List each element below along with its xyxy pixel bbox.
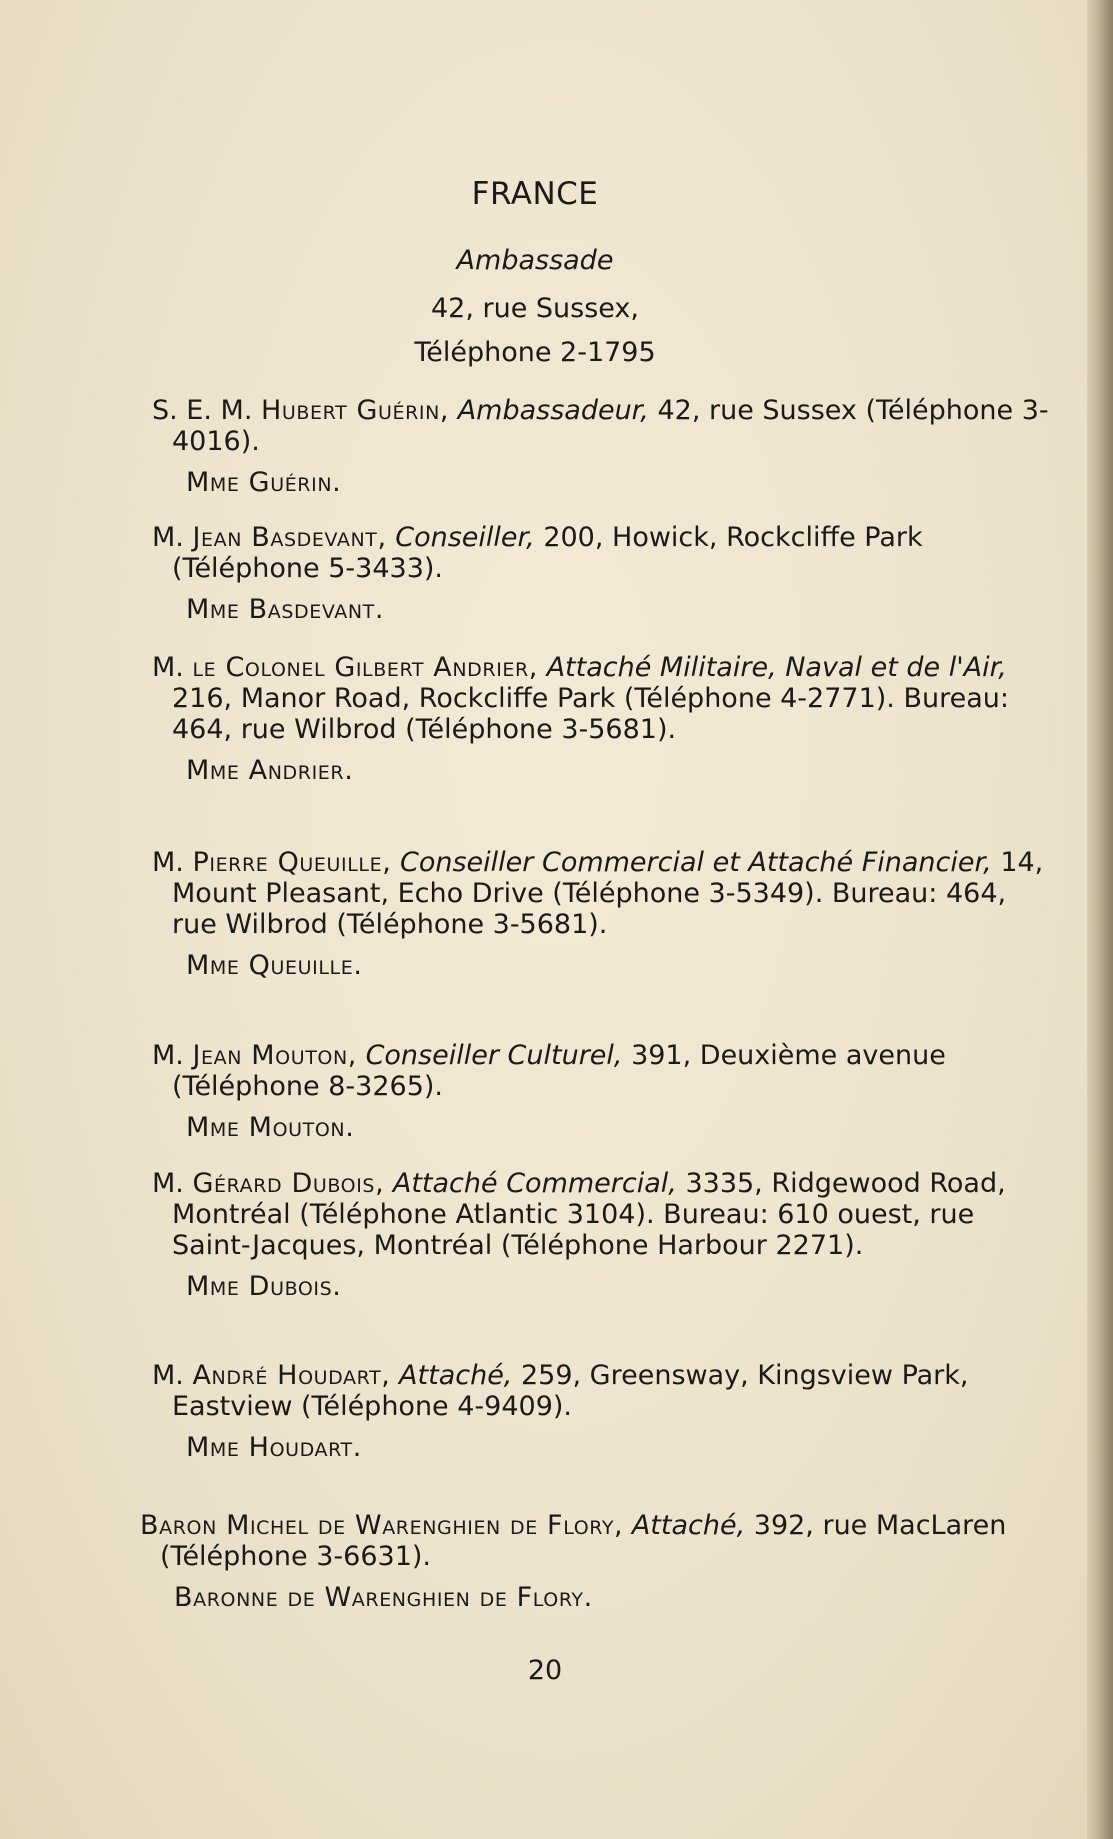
entry-main-line	[152, 1360, 1057, 1422]
page-number: 20	[527, 1655, 563, 1686]
entry-spouse: Mme Dubois.	[186, 1271, 342, 1302]
entry-name: Pierre Queuille,	[192, 847, 392, 878]
entry-queuille	[152, 847, 1057, 981]
entry-details: 216, Manor Road, Rockcliffe Park (Téléphone 4-2771). Bureau: 464, rue Wilbrod (Téléphone 3-5681).	[172, 683, 1009, 745]
entry-prefix: M.	[152, 1360, 184, 1391]
entry-details: 259, Greensway, Kingsview Park, Eastview (Téléphone 4-9409).	[172, 1360, 969, 1422]
embassy-address: 42, rue Sussex,	[430, 293, 639, 324]
entry-spouse: Mme Queuille.	[186, 950, 363, 981]
entry-name: Hubert Guérin,	[261, 395, 450, 426]
entry-guerin	[152, 395, 1057, 498]
entry-name: Baron Michel de Warenghien de Flory,	[140, 1510, 624, 1541]
entry-details: 200, Howick, Rockcliffe Park (Téléphone 5-3433).	[172, 522, 923, 584]
entry-prefix: M.	[152, 847, 184, 878]
entry-title: Attaché Commercial,	[392, 1168, 677, 1199]
country-heading: FRANCE	[471, 176, 599, 212]
entry-basdevant	[152, 522, 1057, 625]
entry-main-line	[152, 522, 1057, 584]
page-edge	[1087, 0, 1113, 1839]
entry-title: Attaché Militaire, Naval et de l'Air,	[546, 652, 1007, 683]
entry-title: Conseiller,	[395, 522, 535, 553]
embassy-label: Ambassade	[456, 245, 614, 276]
entry-andrier	[152, 652, 1057, 786]
entry-title: Ambassadeur,	[457, 395, 649, 426]
entry-prefix: M.	[152, 1168, 184, 1199]
entry-prefix: M.	[152, 522, 184, 553]
entry-name: Jean Basdevant,	[192, 522, 387, 553]
entry-details: 392, rue MacLaren (Téléphone 3-6631).	[160, 1510, 1007, 1572]
entry-spouse: Mme Mouton.	[186, 1112, 355, 1143]
entry-name: André Houdart,	[192, 1360, 391, 1391]
entry-prefix: M.	[152, 652, 184, 683]
entry-dubois	[152, 1168, 1057, 1302]
entry-prefix: M.	[152, 1040, 184, 1071]
entry-title: Attaché,	[631, 1510, 746, 1541]
entry-prefix: S. E. M.	[152, 395, 253, 426]
entry-title: Conseiller Commercial et Attaché Financier,	[400, 847, 992, 878]
entry-name: Gérard Dubois,	[192, 1168, 385, 1199]
entry-title: Attaché,	[399, 1360, 513, 1391]
entry-houdart	[152, 1360, 1057, 1463]
entry-main-line	[140, 1510, 1058, 1572]
entry-name: le Colonel Gilbert Andrier,	[192, 652, 538, 683]
entry-main-line	[152, 395, 1057, 457]
entry-details: 3335, Ridgewood Road, Montréal (Téléphone Atlantic 3104). Bureau: 610 ouest, rue Saint-Jacques, Montréal (Téléphone Harbour 2271).	[172, 1168, 1006, 1261]
entry-details: 14, Mount Pleasant, Echo Drive (Téléphone 3-5349). Bureau: 464, rue Wilbrod (Téléphone 3-5681).	[172, 847, 1044, 940]
entry-spouse: Mme Houdart.	[186, 1432, 362, 1463]
entry-main-line	[152, 1168, 1057, 1261]
entry-warenghien	[140, 1510, 1058, 1613]
entry-details: 42, rue Sussex (Téléphone 3-4016).	[172, 395, 1049, 457]
entry-spouse: Baronne de Warenghien de Flory.	[174, 1582, 593, 1613]
entry-main-line	[152, 652, 1057, 745]
entry-spouse: Mme Andrier.	[186, 755, 354, 786]
entry-mouton	[152, 1040, 1057, 1143]
entry-main-line	[152, 1040, 1057, 1102]
entry-name: Jean Mouton,	[192, 1040, 357, 1071]
entry-details: 391, Deuxième avenue (Téléphone 8-3265).	[172, 1040, 946, 1102]
embassy-phone: Téléphone 2-1795	[414, 337, 656, 368]
entry-spouse: Mme Guérin.	[186, 467, 342, 498]
entry-title: Conseiller Culturel,	[365, 1040, 623, 1071]
entry-spouse: Mme Basdevant.	[186, 594, 385, 625]
entry-main-line	[152, 847, 1057, 940]
